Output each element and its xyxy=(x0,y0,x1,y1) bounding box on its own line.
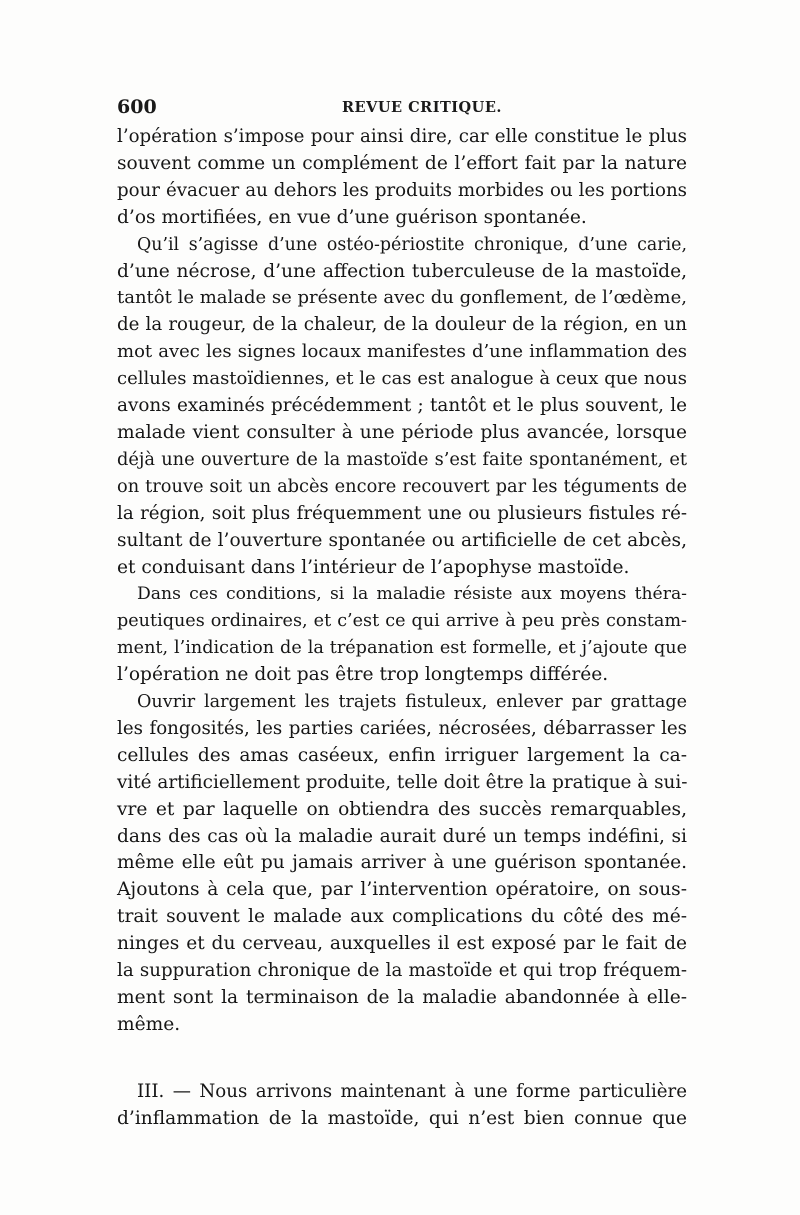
paragraph xyxy=(117,581,687,689)
text-line: peutiques ordinaires, et c’est ce qui arrive à peu près constam- xyxy=(117,611,687,632)
running-title: REVUE CRITIQUE. xyxy=(342,99,502,116)
text-line: Qu’il s’agisse d’une ostéo-périostite chronique, d’une carie, xyxy=(137,234,687,255)
text-line: avons examinés précédemment ; tantôt et le plus souvent, le xyxy=(117,395,687,417)
page-number: 600 xyxy=(117,96,157,118)
text-line: cellules des amas caséeux, enfin irriguer largement la ca- xyxy=(117,744,687,766)
text-line: vre et par laquelle on obtiendra des succès remarquables, xyxy=(117,798,687,820)
text-line: dans des cas où la maladie aurait duré un temps indéfini, si xyxy=(117,825,687,847)
text-line: d’os mortifiées, en vue d’une guérison spontanée. xyxy=(117,206,587,228)
text-line: vité artificiellement produite, telle doit être la pratique à sui- xyxy=(117,771,688,793)
paragraph xyxy=(117,232,687,582)
text-line: ment, l’indication de la trépanation est formelle, et j’ajoute que xyxy=(117,638,687,659)
text-line: Ajoutons à cela que, par l’intervention opératoire, on sous- xyxy=(117,879,687,901)
text-line: Ouvrir largement les trajets fistuleux, enlever par grattage xyxy=(137,692,687,713)
text-line: de la rougeur, de la chaleur, de la douleur de la région, en un xyxy=(117,314,687,336)
paragraph xyxy=(117,689,687,1039)
text-line: l’opération ne doit pas être trop longtemps différée. xyxy=(117,664,609,686)
text-line: d’une nécrose, d’une affection tuberculeuse de la mastoïde, xyxy=(117,260,687,282)
text-line: mot avec les signes locaux manifestes d’une inflammation des xyxy=(117,341,687,363)
text-line: et conduisant dans l’intérieur de l’apophyse mastoïde. xyxy=(117,556,630,578)
text-line: même elle eût pu jamais arriver à une guérison spontanée. xyxy=(117,852,687,874)
text-line: les fongosités, les parties cariées, nécrosées, débarrasser les xyxy=(117,717,687,739)
paragraph xyxy=(117,124,687,232)
text-line: cellules mastoïdiennes, et le cas est analogue à ceux que nous xyxy=(117,368,687,390)
text-line: pour évacuer au dehors les produits morbides ou les portions xyxy=(117,179,687,201)
text-line: l’opération s’impose pour ainsi dire, car elle constitue le plus xyxy=(117,126,687,147)
text-line: on trouve soit un abcès encore recouvert par les téguments de xyxy=(117,475,687,497)
text-line: malade vient consulter à une période plus avancée, lorsque xyxy=(117,421,687,443)
text-line: d’inflammation de la mastoïde, qui n’est bien connue que xyxy=(117,1107,687,1129)
text-line: Dans ces conditions, si la maladie résiste aux moyens théra- xyxy=(137,584,687,605)
body-text xyxy=(117,124,687,1133)
text-line: la suppuration chronique de la mastoïde et qui trop fréquem- xyxy=(117,960,687,982)
text-line: même. xyxy=(117,1013,181,1035)
text-line: ninges et du cerveau, auxquelles il est exposé par le fait de xyxy=(117,933,687,955)
section-gap xyxy=(117,1039,687,1079)
text-line: ment sont la terminaison de la maladie abandonnée à elle- xyxy=(117,987,687,1008)
text-line: souvent comme un complément de l’effort fait par la nature xyxy=(117,152,687,174)
text-line: trait souvent le malade aux complications du côté des mé- xyxy=(117,906,687,928)
text-line: III. — Nous arrivons maintenant à une forme particulière xyxy=(137,1080,687,1102)
paragraph xyxy=(117,1079,687,1133)
text-line: sultant de l’ouverture spontanée ou artificielle de cet abcès, xyxy=(117,529,687,551)
text-line: tantôt le malade se présente avec du gonflement, de l’œdème, xyxy=(117,287,687,309)
text-line: déjà une ouverture de la mastoïde s’est faite spontanément, et xyxy=(117,448,687,470)
text-line: la région, soit plus fréquemment une ou plusieurs fistules ré- xyxy=(117,502,687,524)
page-header xyxy=(117,96,687,122)
